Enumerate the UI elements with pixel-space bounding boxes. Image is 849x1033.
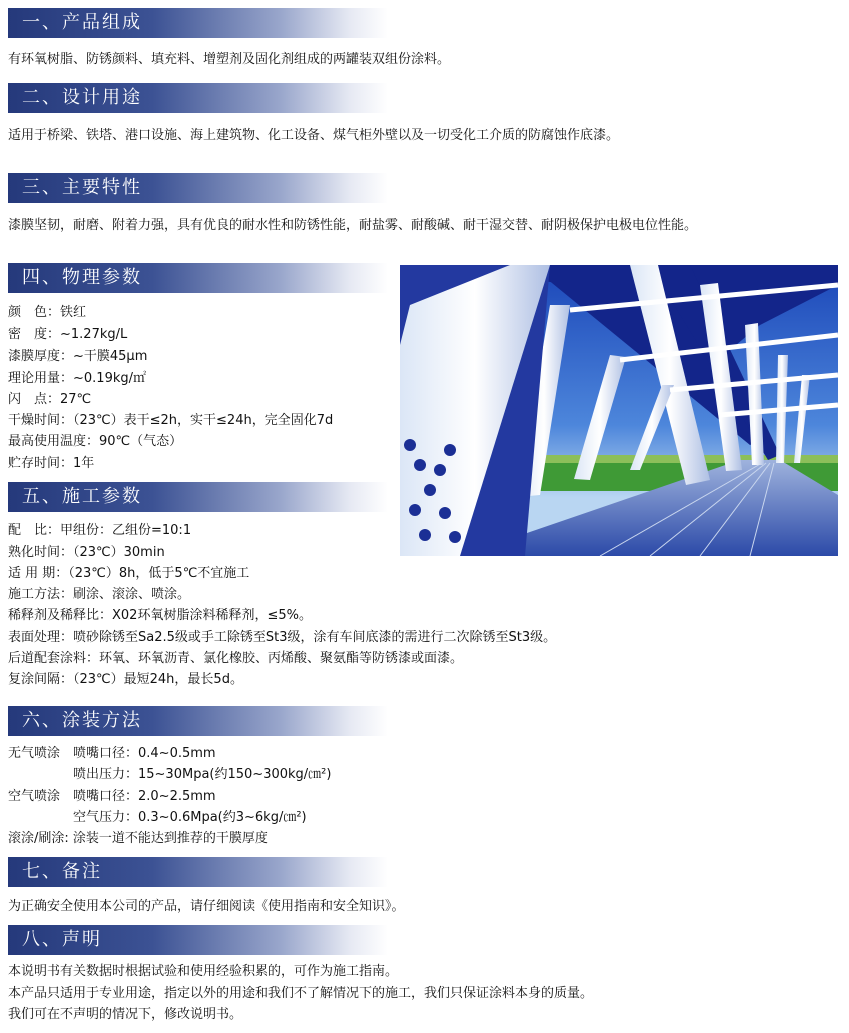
section-title: 三、主要特性 xyxy=(22,177,142,198)
text-line: 熟化时间：（23℃）30min xyxy=(8,545,165,560)
text-line: 无气喷涂 喷嘴口径：0.4~0.5mm xyxy=(8,746,216,761)
text-line: 喷出压力：15~30Mpa(约150~300kg/㎝²) xyxy=(8,767,332,782)
text-line: 贮存时间：1年 xyxy=(8,456,95,471)
text-line: 空气压力：0.3~0.6Mpa(约3~6kg/㎝²) xyxy=(8,810,307,825)
text-line: 最高使用温度：90℃（气态） xyxy=(8,434,183,449)
text-line: 漆膜厚度：~干膜45μm xyxy=(8,349,148,364)
section-title: 四、物理参数 xyxy=(22,267,142,288)
text-line: 干燥时间：（23℃）表干≤2h，实干≤24h，完全固化7d xyxy=(8,413,334,428)
text-line: 本产品只适用于专业用途，指定以外的用途和我们不了解情况下的施工，我们只保证涂料本身的质量。 xyxy=(8,986,594,1001)
section-header-statement xyxy=(8,925,388,955)
text-line: 密 度：~1.27kg/L xyxy=(8,327,128,342)
section-title: 八、声明 xyxy=(22,929,102,950)
section-header-usage xyxy=(8,83,388,113)
text-line: 适 用 期：（23℃）8h，低于5℃不宜施工 xyxy=(8,566,250,581)
section-header-physical xyxy=(8,263,388,293)
text-line: 本说明书有关数据时根据试验和使用经验积累的，可作为施工指南。 xyxy=(8,964,399,979)
text-line: 理论用量：~0.19kg/㎡ xyxy=(8,371,146,386)
section-title: 一、产品组成 xyxy=(22,12,142,33)
text-line: 闪 点：27℃ xyxy=(8,392,92,407)
text-line: 稀释剂及稀释比：X02环氧树脂涂料稀释剂，≤5%。 xyxy=(8,608,312,623)
text-line: 施工方法：刷涂、滚涂、喷涂。 xyxy=(8,587,191,602)
text-line: 颜 色：铁红 xyxy=(8,305,87,320)
section-title: 五、施工参数 xyxy=(22,486,142,507)
section-title: 六、涂装方法 xyxy=(22,710,142,731)
text-line: 后道配套涂料：环氧、环氧沥青、氯化橡胶、丙烯酸、聚氨酯等防锈漆或面漆。 xyxy=(8,651,464,666)
text-line: 表面处理：喷砂除锈至Sa2.5级或手工除锈至St3级，涂有车间底漆的需进行二次除锈至St3级。 xyxy=(8,630,557,645)
text-line: 复涂间隔：（23℃）最短24h，最长5d。 xyxy=(8,672,243,687)
text-line: 为正确安全使用本公司的产品，请仔细阅读《使用指南和安全知识》。 xyxy=(8,899,405,914)
text-line: 空气喷涂 喷嘴口径：2.0~2.5mm xyxy=(8,789,216,804)
section-header-application xyxy=(8,482,388,512)
bridge-photo xyxy=(400,265,838,556)
section-header-features xyxy=(8,173,388,203)
text-line: 漆膜坚韧，耐磨、附着力强，具有优良的耐水性和防锈性能，耐盐雾、耐酸碱、耐干湿交替、耐阴极保护电极电位性能。 xyxy=(8,218,698,233)
section-header-composition xyxy=(8,8,388,38)
text-line: 我们可在不声明的情况下，修改说明书。 xyxy=(8,1007,243,1022)
text-line: 有环氧树脂、防锈颜料、填充料、增塑剂及固化剂组成的两罐装双组份涂料。 xyxy=(8,52,451,67)
text-line: 适用于桥梁、铁塔、港口设施、海上建筑物、化工设备、煤气柜外壁以及一切受化工介质的防腐蚀作底漆。 xyxy=(8,128,620,143)
section-title: 二、设计用途 xyxy=(22,87,142,108)
section-header-coating-method xyxy=(8,706,388,736)
text-line: 配 比：甲组份：乙组份=10:1 xyxy=(8,523,192,538)
section-title: 七、备注 xyxy=(22,861,102,882)
section-header-remarks xyxy=(8,857,388,887)
text-line: 滚涂/刷涂: 涂装一道不能达到推荐的干膜厚度 xyxy=(8,831,268,846)
